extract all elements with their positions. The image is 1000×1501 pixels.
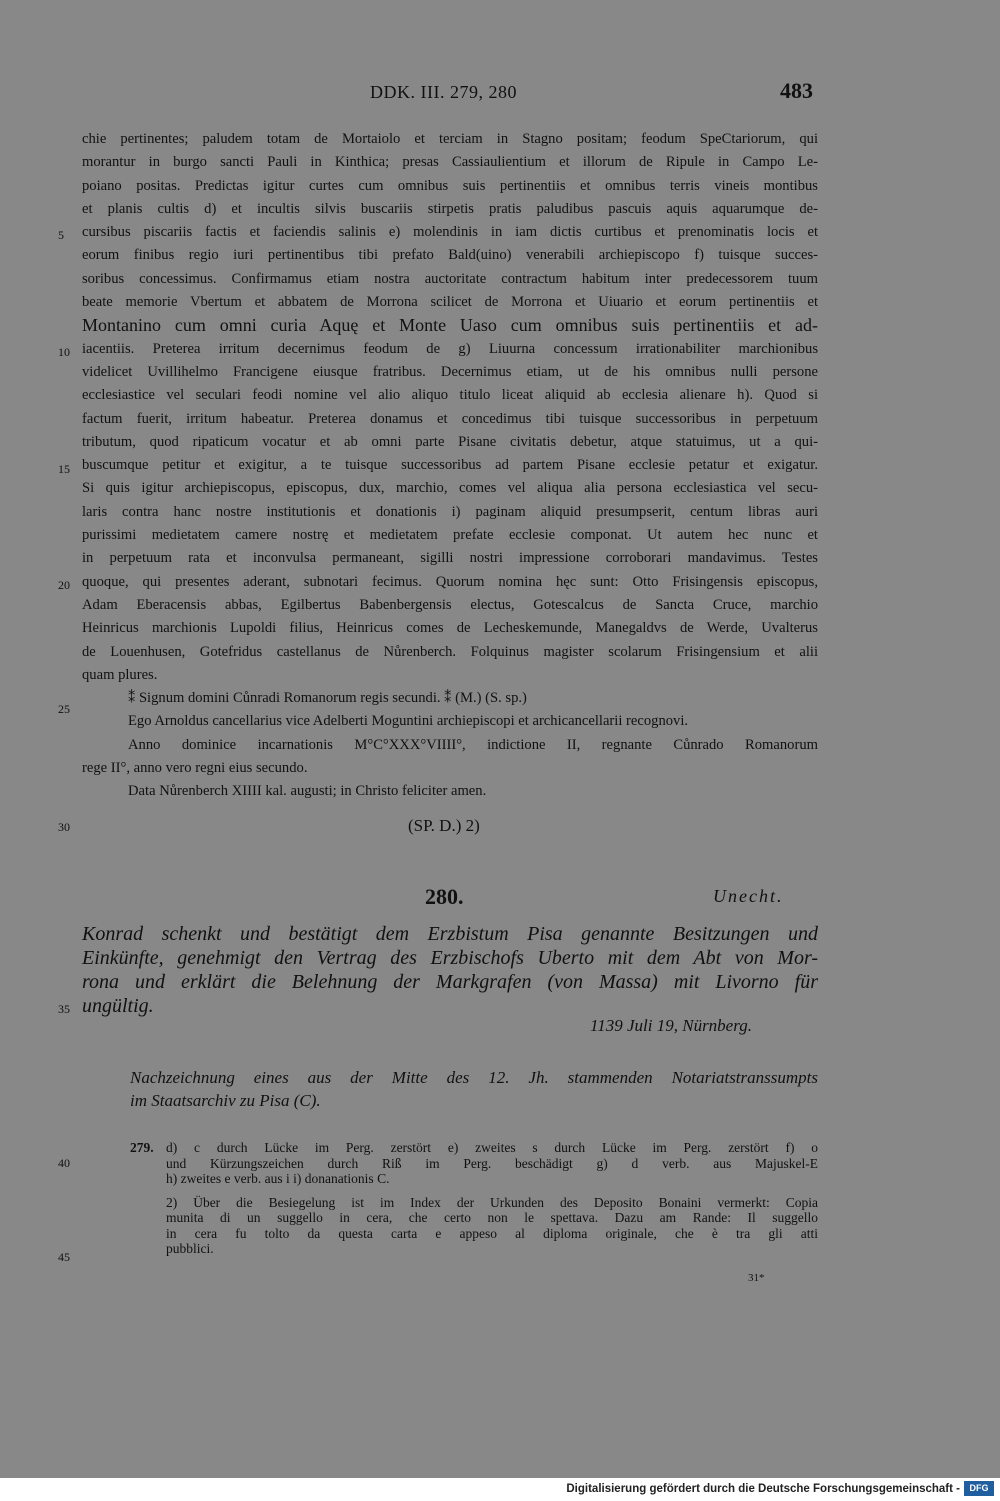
text-line: iacentiis. Preterea irritum decernimus feodum de g) Liuurna concessum irrationabiliter marchionibus [82, 340, 818, 357]
text-line: purissimi medietatem camere nostrę et medietatem prefate ecclesie componat. Ut autem hec nunc et [82, 527, 818, 544]
seal-note: (SP. D.) 2) [408, 816, 480, 835]
regest-line: ungültig. [82, 995, 154, 1017]
line-number: 30 [58, 820, 70, 834]
line-number: 10 [58, 345, 70, 359]
apparatus-notes [130, 1140, 818, 1257]
text-line: Adam Eberacensis abbas, Egilbertus Babenbergensis electus, Gotescalcus de Sancta Cruce, marchio [82, 596, 818, 613]
text-line: laris contra hanc nostre institutionis et donationis i) paginam aliquid presumpserit, centum libras auri [82, 503, 818, 520]
note-line: in cera fu tolto da questa carta e appeso al diploma originale, che è tra gli atti [166, 1225, 818, 1241]
text-line: buscumque petitur et exigitur, a te tuisque successoribus ad partem Pisane ecclesie petatur et exigatur. [82, 457, 818, 474]
text-line: Montanino cum omni curia Aquę et Monte Uaso cum omnibus suis pertinentiis et ad- [82, 315, 818, 336]
regest-line: rona und erklärt die Belehnung der Markgrafen (von Massa) mit Livorno für [82, 971, 818, 993]
page-header [0, 78, 1000, 108]
dating-line: rege II°, anno vero regni eius secundo. [82, 760, 308, 777]
note-line: munita di un suggello in cera, che certo non le spettava. Dazu am Rande: Il suggello [166, 1210, 818, 1225]
page-number: 483 [780, 78, 813, 103]
tradition-line: Nachzeichnung eines aus der Mitte des 12. Jh. stammenden Notariatstranssumpts [130, 1068, 818, 1087]
tradition-line: im Staatsarchiv zu Pisa (C). [130, 1091, 321, 1110]
line-number: 15 [58, 462, 70, 476]
note-line: 2) Über die Besiegelung ist im Index der Urkunden des Deposito Bonaini vermerkt: Copia [166, 1194, 818, 1210]
signum-line: ⁑ Signum domini Cůnradi Romanorum regis secundi. ⁑ (M.) (S. sp.) [128, 690, 527, 707]
note-line: pubblici. [166, 1241, 214, 1256]
data-line: Data Nůrenberch XIIII kal. augusti; in Christo feliciter amen. [128, 783, 487, 800]
line-number: 35 [58, 1002, 70, 1016]
text-line: morantur in burgo sancti Pauli in Kinthica; presas Cassiaulientium et illorum de Ripule in Campo Le- [82, 154, 818, 171]
text-line: in perpetuum rata et inconvulsa permaneant, sigilli nostri impressione corroborari mandavimus. Testes [82, 550, 818, 567]
text-line: Si quis igitur archiepiscopus, episcopus, dux, marchio, comes vel aliqua alia persona ecclesiastica vel secu- [82, 480, 818, 497]
note-line: und Kürzungszeichen durch Riß im Perg. beschädigt g) d verb. aus Majuskel-E [166, 1155, 818, 1171]
dating-line: Anno dominice incarnationis M°C°XXX°VIIII°, indictione II, regnante Cůnrado Romanorum [128, 736, 818, 753]
recognition-line: Ego Arnoldus cancellarius vice Adelberti Moguntini archiepiscopi et archicancellarii recognovi. [128, 713, 689, 730]
note-line: h) zweites e verb. aus i i) donanationis C. [166, 1171, 390, 1186]
signature-mark: 31* [748, 1272, 765, 1284]
text-line: poiano positas. Predictas igitur curtes cum omnibus suis pertinentiis et omnibus terris vineis montibus [82, 177, 818, 194]
text-line: videlicet Uvillihelmo Francigene eiusque fratribus. Decernimus etiam, ut de his omnibus nulli persone [82, 363, 818, 380]
regest-line: Konrad schenkt und bestätigt dem Erzbistum Pisa genannte Besitzungen und [82, 923, 818, 945]
text-line: factum fuerit, irritum habeatur. Preterea donamus et concedimus tibi tuisque successoribus in perpetuum [82, 410, 818, 427]
text-line: eorum finibus regio iuri pertinentibus tibi prefato Bald(uino) venerabili archiepiscopo f) tuisque succes- [82, 247, 818, 264]
tradition-note [130, 1066, 818, 1112]
text-line: quoque, qui presentes aderant, subnotari fecimus. Quorum nomina hęc sunt: Otto Frisingensis episcopus, [82, 573, 818, 590]
line-number: 20 [58, 578, 70, 592]
footer-credit: Digitalisierung gefördert durch die Deutsche Forschungsgemeinschaft - [566, 1483, 960, 1495]
dateline: 1139 Juli 19, Nürnberg. [590, 1016, 752, 1035]
line-number: 40 [58, 1156, 70, 1170]
dfg-logo-icon: DFG [964, 1481, 994, 1496]
charter-text [82, 128, 818, 804]
authenticity-label: Unecht. [713, 886, 784, 906]
line-number: 45 [58, 1250, 70, 1264]
note-ref: 279. [130, 1140, 154, 1155]
text-line: et planis cultis d) et incultis silvis buscariis stirpetis pratis paludibus pascuis aquis aquarumque de- [82, 200, 818, 217]
text-line: tributum, quod ripaticum vocatur et ab omni parte Pisane civitatis debetur, atque statuimus, ut a qui- [82, 433, 818, 450]
note-line: d) c durch Lücke im Perg. zerstört e) zweites s durch Lücke im Perg. zerstört f) o [166, 1140, 818, 1155]
text-line: Heinricus marchionis Lupoldi filius, Heinricus comes de Lecheskemunde, Manegaldvs de Werde, Uvalterus [82, 620, 818, 637]
document-number: 280. [425, 884, 464, 909]
text-line: quam plures. [82, 666, 158, 683]
line-number: 5 [58, 228, 64, 242]
footer-bar [0, 1478, 1000, 1501]
line-number: 25 [58, 702, 70, 716]
text-line: de Louenhusen, Gotefridus castellanus de Nůrenberch. Folquinus magister scolarum Frisingensium et alii [82, 643, 818, 660]
text-line: cursibus piscariis factis et faciendis salinis e) molendinis in iam dictis curtibus et prenominatis locis et [82, 224, 818, 241]
regest-line: Einkünfte, genehmigt den Vertrag des Erzbischofs Uberto mit dem Abt von Mor- [82, 947, 818, 969]
text-line: ecclesiastice vel seculari feodi nomine vel alio aliquo titulo liceat aliquid ab ecclesia alienare h). Quod si [82, 387, 818, 404]
running-head: DDK. III. 279, 280 [370, 82, 517, 102]
text-line: soribus concessimus. Confirmamus etiam nostra auctoritate contractum habitum inter predecessorem tuum [82, 270, 818, 287]
text-line: beate memorie Vbertum et abbatem de Morrona scilicet de Morrona et Uiuario et eorum pertinentiis et [82, 294, 818, 311]
regest [82, 922, 818, 1018]
text-line: chie pertinentes; paludem totam de Mortaiolo et terciam in Stagno positam; feodum SpeCtariorum, qui [82, 131, 818, 147]
